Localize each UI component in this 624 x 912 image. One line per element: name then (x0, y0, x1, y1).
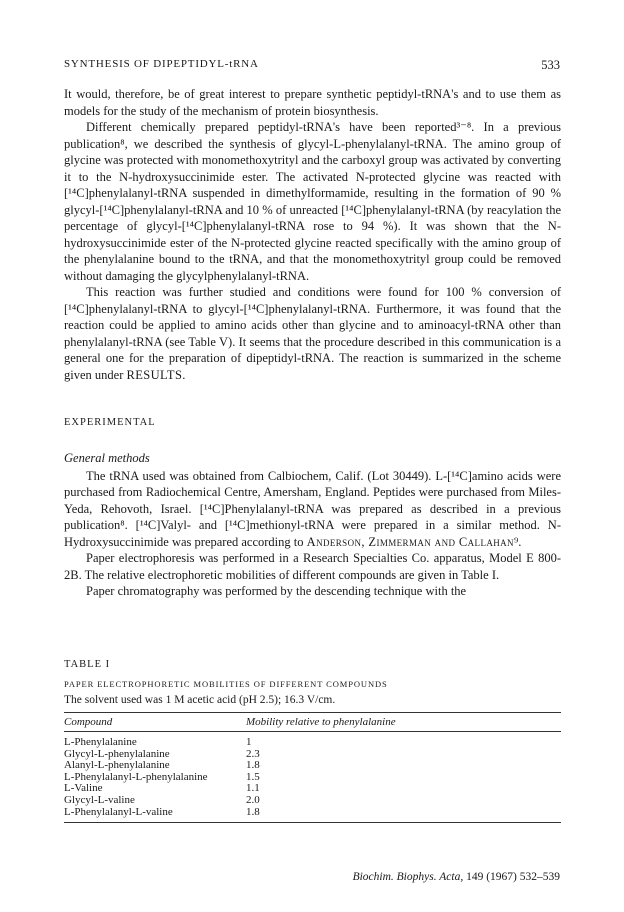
compound-cell: Glycyl-L-phenylalanine (64, 747, 170, 760)
mobility-cell: 1.8 (246, 759, 260, 772)
table-body (64, 732, 561, 822)
table-title: PAPER ELECTROPHORETIC MOBILITIES OF DIFFERENT COMPOUNDS (64, 679, 388, 689)
column-header-mobility: Mobility relative to phenylalanine (246, 716, 396, 728)
compound-cell: L-Valine (64, 782, 103, 795)
journal-name: Biochim. Biophys. Acta, (352, 871, 464, 883)
intro-paragraph-1: It would, therefore, be of great interest to prepare synthetic peptidyl-tRNA's and to use them as models for the study of the mechanism of protein biosynthesis. (64, 87, 561, 118)
table-row (64, 783, 561, 795)
mobility-cell: 1.8 (246, 805, 260, 818)
reference-number: ⁹. (513, 534, 522, 549)
journal-footer (353, 871, 560, 883)
running-title: SYNTHESIS OF DIPEPTIDYL-tRNA (64, 58, 259, 70)
mobility-cell: 1 (246, 736, 252, 748)
intro-paragraph-3-text: This reaction was further studied and conditions were found for 100 % conversion of [¹⁴C]phenylalanyl-tRNA to glycyl-[¹⁴C]phenylalanyl-tRNA. Furthermore, it was found that the reaction could be applied to amino acids other than glycine and to aminoacyl-tRNA other than phenylalanyl-tRNA (see Table V). It seems that the procedure described in this communication is a general one for the preparation of dipeptidyl-tRNA. The reaction is summarized in the scheme given under (64, 285, 561, 382)
mobility-cell: 2.0 (246, 793, 260, 806)
compound-cell: L-Phenylalanyl-L-phenylalanine (64, 770, 208, 783)
page-number: 533 (541, 58, 560, 72)
methods-paragraph-1 (64, 468, 561, 551)
intro-paragraph-2: Different chemically prepared peptidyl-tRNA's have been reported³⁻⁸. In a previous publication⁸, we described the synthesis of glycyl-L-phenylalanyl-tRNA. The amino group of glycine was protected with monomethoxytrityl and the carboxyl group was activated by converting it to the N-hydroxysuccinimide ester. The activated N-protected glycine was reacted with [¹⁴C]phenylalanyl-tRNA suspended in dimethylformamide, resulting in the formation of 90 % glycyl-[¹⁴C]phenylalanyl-tRNA and 10 % of unreacted [¹⁴C]phenylalanyl-tRNA (by reacylation the percentage of glycyl-[¹⁴C]phenylalanyl-tRNA rose to 94 %). It was shown that the N-hydroxysuccinimide ester of the N-protected glycine reacted specifically with the amino group of the phenylalanine bound to the tRNA, and that the monomethoxytrityl group could be removed without damaging the glycylphenylalanyl-tRNA. (64, 120, 561, 283)
results-reference: RESULTS. (126, 367, 186, 382)
section-heading-experimental: EXPERIMENTAL (64, 417, 156, 428)
table-caption: The solvent used was 1 M acetic acid (pH 2.5); 16.3 V/cm. (64, 694, 336, 706)
mobility-cell: 1.5 (246, 770, 260, 783)
page-header (64, 58, 560, 78)
methods-paragraph-2: Paper electrophoresis was performed in a Research Specialties Co. apparatus, Model E 800-2B. The relative electrophoretic mobilities of different compounds are given in Table I. (64, 551, 561, 582)
table-header-row (64, 713, 561, 731)
table-row (64, 807, 561, 819)
column-header-compound: Compound (64, 716, 113, 728)
intro-paragraph-3 (64, 284, 561, 383)
mobility-cell: 2.3 (246, 747, 260, 760)
compound-cell: L-Phenylalanyl-L-valine (64, 805, 173, 818)
table-row (64, 772, 561, 784)
table-label: TABLE I (64, 659, 111, 670)
table-row (64, 795, 561, 807)
body-text (64, 86, 561, 600)
table-1 (64, 658, 561, 823)
mobility-cell: 1.1 (246, 782, 260, 795)
table-row (64, 737, 561, 749)
table-bottom-rule (64, 822, 561, 823)
methods-paragraph-3: Paper chromatography was performed by the descending technique with the (86, 584, 467, 598)
compound-cell: L-Phenylalanine (64, 736, 137, 748)
compound-cell: Glycyl-L-valine (64, 793, 135, 806)
author-citation: Anderson, Zimmerman and Callahan (306, 534, 514, 549)
subsection-heading-general-methods: General methods (64, 451, 150, 465)
journal-citation: 149 (1967) 532–539 (466, 871, 560, 883)
compound-cell: Alanyl-L-phenylalanine (64, 759, 170, 772)
methods-paragraph-1-text: The tRNA used was obtained from Calbiochem, Calif. (Lot 30449). L-[¹⁴C]amino acids were purchased from Radiochemical Centre, Amersham, England. Peptides were purchased from Miles-Yeda, Rehovoth, Israel. [¹⁴C]Phenylalanyl-tRNA was prepared as described in a previous publication⁸. [¹⁴C]Valyl- and [¹⁴C]methionyl-tRNA were prepared in a similar method. N-Hydroxysuccinimide was prepared according to (64, 468, 561, 549)
